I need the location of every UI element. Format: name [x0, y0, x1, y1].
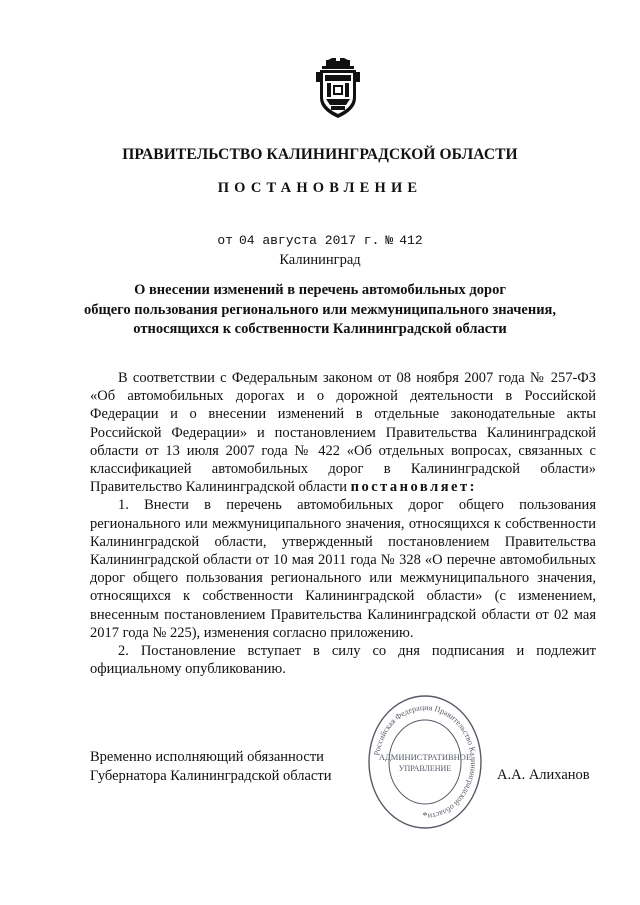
document-type: ПОСТАНОВЛЕНИЕ	[217, 180, 423, 196]
item-1-paragraph: 1. Внести в перечень автомобильных дорог общего пользования регионального или межмуниципального значения, относящихся к собственности Калининградской области, утвержденный постановлением Правительства Калининградской области от 10 мая 2011 года № 328 «О перечне автомобильных дорог общего пользования регионального или межмуниципального значения, относящихся к собственности Калининградской области» (с изменением, внесенным постановлением Правительства Калининградской области от 02 мая 2017 года № 225), изменения согласно приложению.	[90, 497, 596, 641]
heading-line: относящихся к собственности Калининградской области	[133, 321, 507, 337]
document-heading	[70, 281, 570, 340]
official-stamp	[366, 692, 484, 832]
date-line	[0, 233, 640, 248]
date-value: 04 августа 2017 г.	[238, 233, 380, 248]
document-number: 412	[399, 233, 423, 248]
number-sign: №	[385, 233, 394, 248]
coat-of-arms-icon	[316, 58, 360, 120]
preamble-text: В соответствии с Федеральным законом от 08 ноября 2007 года № 257-ФЗ «Об автомобильных дорогах и о дорожной деятельности в Российской Федерации и о внесении изменений в отдельные законодательные акты Российской Федерации» и постановлением Правительства Калининградской области от 13 июля 2007 года № 422 «Об отдельных вопросах, связанных с классификацией автомобильных дорог в Калининградской области» Правительство Калининградской области	[90, 370, 596, 496]
position-line: Губернатора Калининградской области	[90, 768, 332, 784]
preamble-paragraph	[90, 369, 596, 496]
government-title: ПРАВИТЕЛЬСТВО КАЛИНИНГРАДСКОЙ ОБЛАСТИ	[122, 146, 518, 163]
stamp-center-line: АДМИНИСТРАТИВНОЕ	[378, 752, 472, 762]
signatory-position	[90, 748, 370, 786]
signatory-name: А.А. Алиханов	[497, 767, 590, 783]
date-prefix: от	[217, 233, 233, 248]
city: Калининград	[279, 252, 361, 268]
document-body	[90, 369, 596, 678]
position-line: Временно исполняющий обязанности	[90, 749, 324, 765]
heading-line: О внесении изменений в перечень автомобильных дорог	[134, 282, 506, 298]
decree-word: постановляет:	[350, 479, 477, 496]
stamp-center-line: УПРАВЛЕНИЕ	[398, 764, 452, 773]
stamp-star: *	[422, 811, 428, 822]
stamp-ring-text: Российская Федерация Правительство Калининградской области	[372, 702, 479, 821]
item-2-paragraph: 2. Постановление вступает в силу со дня подписания и подлежит официальному опубликованию.	[90, 643, 596, 678]
heading-line: общего пользования регионального или межмуниципального значения,	[83, 301, 557, 318]
